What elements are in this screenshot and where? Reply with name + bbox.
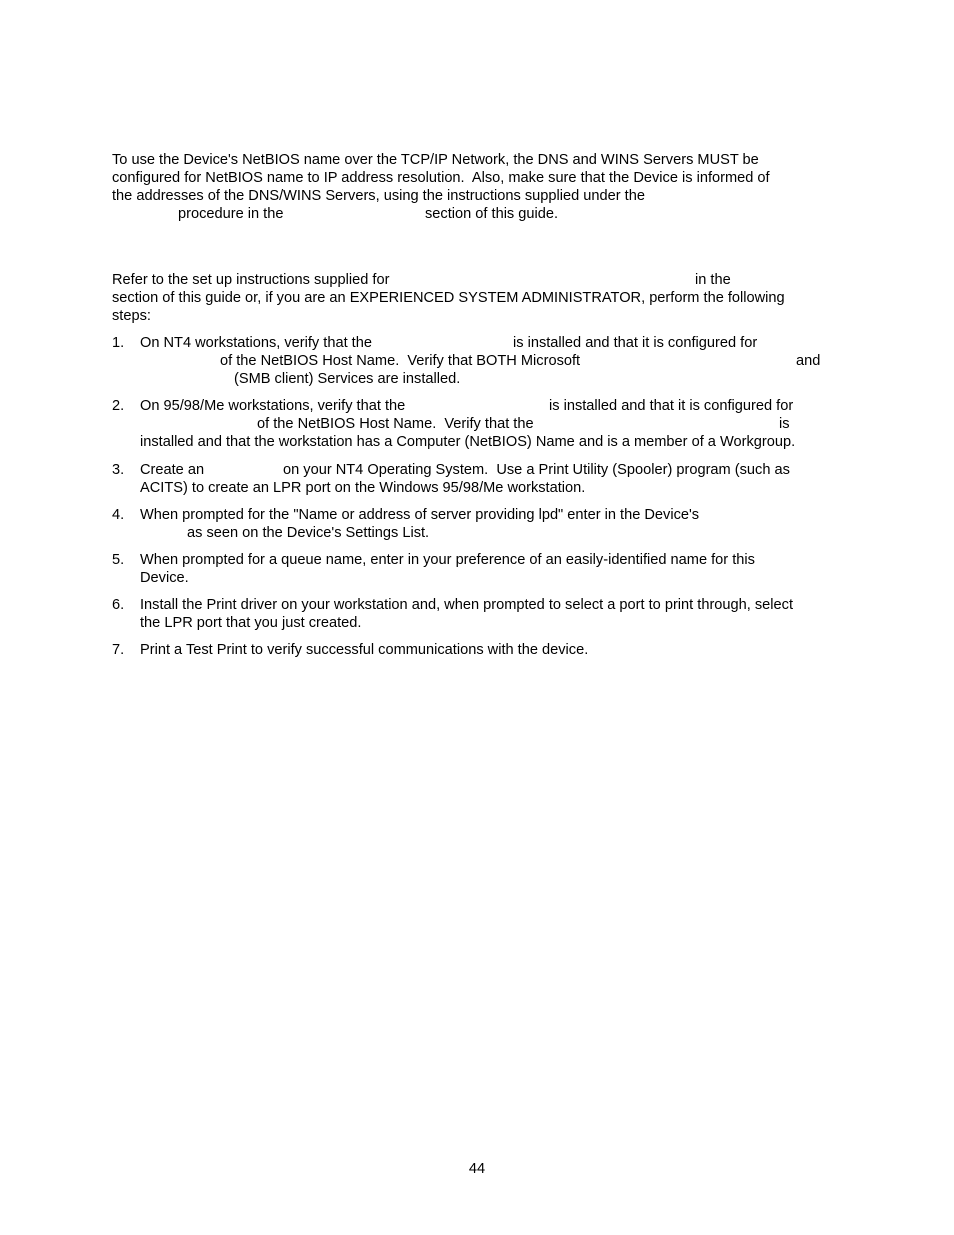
step-text: ACITS) to create an LPR port on the Windows 95/98/Me workstation. — [140, 480, 586, 496]
step-number: 5. — [112, 552, 125, 568]
step-text: When prompted for the "Name or address of server providing lpd" enter in the Device's — [140, 507, 700, 523]
step-text: of the NetBIOS Host Name. Verify that the — [257, 416, 534, 432]
step-text: installed and that the workstation has a Computer (NetBIOS) Name and is a member of a Workgroup. — [140, 434, 796, 450]
refer-line: section of this guide or, if you are an EXPERIENCED SYSTEM ADMINISTRATOR, perform the following — [112, 290, 785, 306]
intro-line: procedure in the — [178, 206, 284, 222]
refer-line: steps: — [112, 308, 151, 324]
step-text: Device. — [140, 570, 189, 586]
intro-line: configured for NetBIOS name to IP address resolution. Also, make sure that the Device is informed of — [112, 170, 770, 186]
step-text: of the NetBIOS Host Name. Verify that BOTH Microsoft — [220, 353, 581, 369]
refer-line: in the — [695, 272, 731, 288]
step-number: 7. — [112, 642, 125, 658]
refer-line: Refer to the set up instructions supplied for — [112, 272, 390, 288]
step-number: 6. — [112, 597, 125, 613]
step-text: When prompted for a queue name, enter in your preference of an easily-identified name for this — [140, 552, 755, 568]
step-text: is — [779, 416, 790, 432]
intro-line: the addresses of the DNS/WINS Servers, using the instructions supplied under the — [112, 188, 645, 204]
step-text: the LPR port that you just created. — [140, 615, 362, 631]
step-text: on your NT4 Operating System. Use a Print Utility (Spooler) program (such as — [283, 462, 790, 478]
step-number: 4. — [112, 507, 125, 523]
step-text: On 95/98/Me workstations, verify that the — [140, 398, 406, 414]
intro-line: To use the Device's NetBIOS name over the TCP/IP Network, the DNS and WINS Servers MUST be — [112, 152, 759, 168]
step-text: Install the Print driver on your workstation and, when prompted to select a port to print through, select — [140, 597, 794, 613]
step-number: 2. — [112, 398, 125, 414]
intro-line: section of this guide. — [425, 206, 559, 222]
step-text: is installed and that it is configured for — [549, 398, 794, 414]
step-text: Create an — [140, 462, 205, 478]
step-number: 3. — [112, 462, 125, 478]
step-text: (SMB client) Services are installed. — [234, 371, 461, 387]
step-number: 1. — [112, 335, 125, 351]
step-text: Print a Test Print to verify successful communications with the device. — [140, 642, 589, 658]
step-text: On NT4 workstations, verify that the — [140, 335, 372, 351]
step-text: as seen on the Device's Settings List. — [187, 525, 430, 541]
step-text: is installed and that it is configured for — [513, 335, 758, 351]
step-text: and — [796, 353, 821, 369]
page-number: 44 — [468, 1161, 486, 1177]
